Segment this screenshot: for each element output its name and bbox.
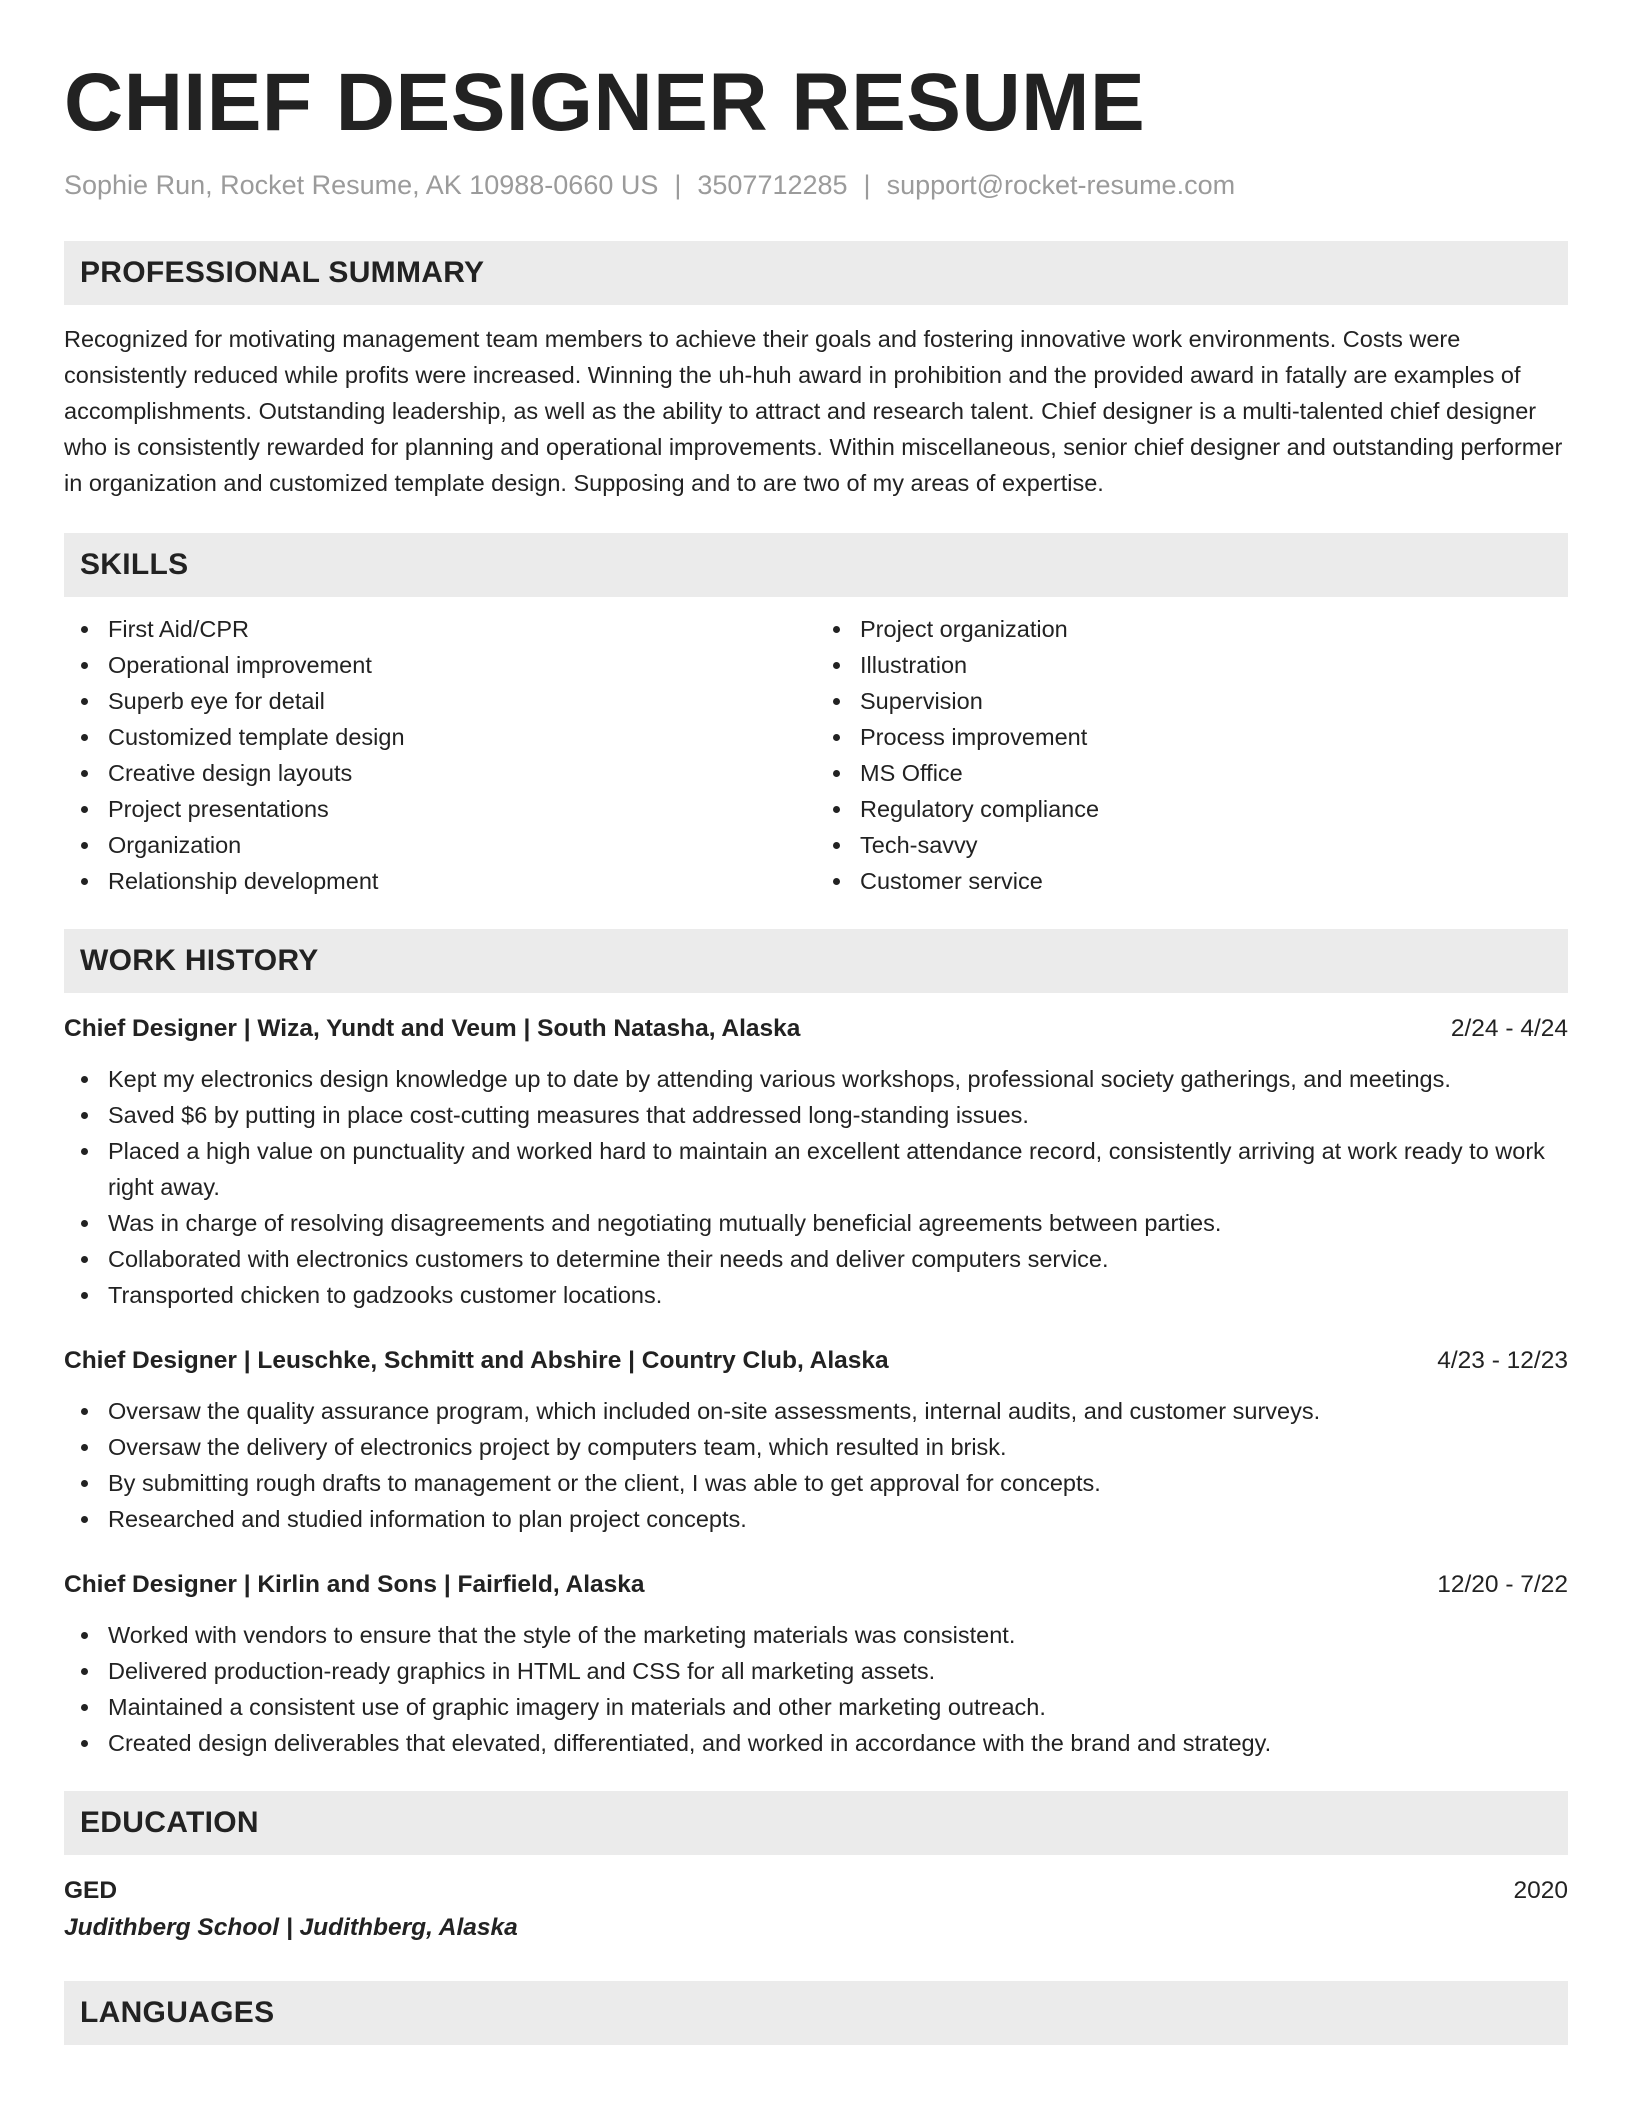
contact-email: support@rocket-resume.com [886, 170, 1236, 201]
job-header [64, 1567, 1568, 1603]
education-header [64, 1873, 1568, 1909]
contact-phone: 3507712285 [697, 170, 848, 201]
job-title: Chief Designer | Wiza, Yundt and Veum | South Natasha, Alaska [64, 1015, 801, 1043]
job-bullet: Kept my electronics design knowledge up to date by attending various workshops, professional society gatherings, and meetings. [64, 1061, 1568, 1097]
section-heading-skills: SKILLS [64, 533, 1568, 597]
job-bullet: Oversaw the quality assurance program, which included on-site assessments, internal audits, and customer surveys. [64, 1393, 1568, 1429]
contact-address: Sophie Run, Rocket Resume, AK 10988-0660 US [64, 170, 659, 201]
skills-column-left [64, 611, 816, 899]
skill-item: Illustration [816, 647, 1568, 683]
job-bullet: Created design deliverables that elevated, differentiated, and worked in accordance with the brand and strategy. [64, 1725, 1568, 1761]
education-entry [64, 1873, 1568, 1947]
job-bullet: Researched and studied information to plan project concepts. [64, 1501, 1568, 1537]
skill-item: Process improvement [816, 719, 1568, 755]
skills-column-right [816, 611, 1568, 899]
skill-item: Customized template design [64, 719, 816, 755]
education-degree: GED [64, 1877, 118, 1905]
job-header [64, 1343, 1568, 1379]
job-dates: 12/20 - 7/22 [1437, 1571, 1568, 1599]
job-header [64, 1011, 1568, 1047]
job-entry [64, 1567, 1568, 1761]
job-bullet: Transported chicken to gadzooks customer locations. [64, 1277, 1568, 1313]
skill-item: Operational improvement [64, 647, 816, 683]
job-bullet: Placed a high value on punctuality and worked hard to maintain an excellent attendance record, consistently arriving at work ready to work right away. [64, 1133, 1568, 1205]
skill-item: Tech-savvy [816, 827, 1568, 863]
contact-separator: | [863, 170, 871, 201]
job-entry [64, 1343, 1568, 1537]
skill-item: Regulatory compliance [816, 791, 1568, 827]
section-heading-summary: PROFESSIONAL SUMMARY [64, 241, 1568, 305]
skill-item: Project organization [816, 611, 1568, 647]
skill-item: Relationship development [64, 863, 816, 899]
job-bullet: Maintained a consistent use of graphic imagery in materials and other marketing outreach. [64, 1689, 1568, 1725]
job-bullets [64, 1061, 1568, 1313]
skill-item: Creative design layouts [64, 755, 816, 791]
job-title: Chief Designer | Kirlin and Sons | Fairfield, Alaska [64, 1571, 645, 1599]
job-bullet: Worked with vendors to ensure that the style of the marketing materials was consistent. [64, 1617, 1568, 1653]
summary-text: Recognized for motivating management team members to achieve their goals and fostering innovative work environments. Costs were consistently reduced while profits were increased. Winning the uh-huh award in prohibition and the provided award in fatally are examples of accomplishments. Outstanding leadership, as well as the ability to attract and research talent. Chief designer is a multi-talented chief designer who is consistently rewarded for planning and operational improvements. Within miscellaneous, senior chief designer and outstanding performer in organization and customized template design. Supposing and to are two of my areas of expertise. [64, 326, 1563, 497]
job-bullet: Oversaw the delivery of electronics project by computers team, which resulted in brisk. [64, 1429, 1568, 1465]
job-dates: 4/23 - 12/23 [1437, 1347, 1568, 1375]
skill-item: Organization [64, 827, 816, 863]
job-title: Chief Designer | Leuschke, Schmitt and Abshire | Country Club, Alaska [64, 1347, 889, 1375]
resume-title: CHIEF DESIGNER RESUME [64, 57, 1146, 148]
job-bullet: Collaborated with electronics customers to determine their needs and deliver computers service. [64, 1241, 1568, 1277]
job-dates: 2/24 - 4/24 [1450, 1015, 1568, 1043]
skill-item: First Aid/CPR [64, 611, 816, 647]
contact-line [64, 168, 1568, 203]
job-bullets [64, 1617, 1568, 1761]
education-school: Judithberg School | Judithberg, Alaska [64, 1914, 518, 1942]
skill-item: MS Office [816, 755, 1568, 791]
section-heading-education: EDUCATION [64, 1791, 1568, 1855]
job-bullet: Saved $6 by putting in place cost-cutting measures that addressed long-standing issues. [64, 1097, 1568, 1133]
work-history-list [64, 1011, 1568, 1761]
job-bullet: Was in charge of resolving disagreements and negotiating mutually beneficial agreements between parties. [64, 1205, 1568, 1241]
job-bullet: By submitting rough drafts to management or the client, I was able to get approval for concepts. [64, 1465, 1568, 1501]
job-entry [64, 1011, 1568, 1313]
education-year: 2020 [1513, 1877, 1568, 1905]
skills-list [64, 611, 1568, 899]
job-bullets [64, 1393, 1568, 1537]
skill-item: Superb eye for detail [64, 683, 816, 719]
skill-item: Customer service [816, 863, 1568, 899]
contact-separator: | [674, 170, 682, 201]
job-bullet: Delivered production-ready graphics in HTML and CSS for all marketing assets. [64, 1653, 1568, 1689]
section-heading-languages: LANGUAGES [64, 1981, 1568, 2045]
skill-item: Supervision [816, 683, 1568, 719]
section-heading-work-history: WORK HISTORY [64, 929, 1568, 993]
skill-item: Project presentations [64, 791, 816, 827]
